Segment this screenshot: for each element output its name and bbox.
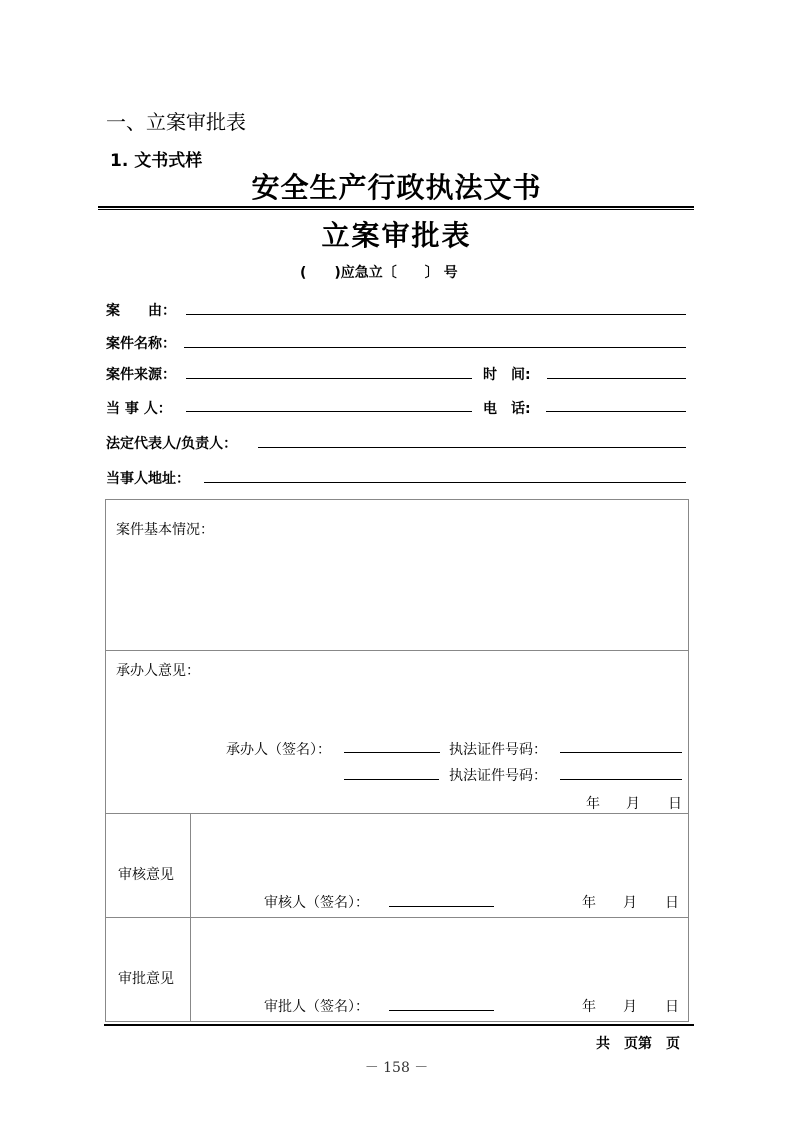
table-right-border — [688, 499, 689, 1021]
case-reason-label: 案 由： — [106, 303, 176, 319]
basic-info-label: 案件基本情况： — [116, 522, 214, 538]
review-date-month: 月 — [623, 895, 637, 911]
approval-opinion-area[interactable] — [192, 919, 686, 989]
table-row-divider — [105, 917, 688, 918]
review-date-year: 年 — [582, 895, 596, 911]
table-row-divider — [105, 813, 688, 814]
approval-date-month: 月 — [623, 999, 637, 1015]
form-title: 立案审批表 — [321, 219, 472, 252]
party-label: 当 事 人： — [106, 401, 172, 417]
approval-date-day: 日 — [665, 999, 679, 1015]
handler-sign-field-2[interactable] — [344, 779, 439, 780]
cert-no-field-1[interactable] — [560, 752, 682, 753]
party-field[interactable] — [186, 411, 472, 412]
case-source-label: 案件来源： — [106, 367, 176, 383]
table-bottom-border — [105, 1021, 689, 1022]
phone-label: 电 话: — [483, 401, 531, 417]
approver-sign-field[interactable] — [389, 1010, 494, 1011]
reviewer-sign-field[interactable] — [389, 906, 494, 907]
handler-sign-label: 承办人（签名）： — [226, 742, 331, 758]
time-field[interactable] — [547, 378, 686, 379]
cert-no-label-2: 执法证件号码： — [449, 768, 547, 784]
section-heading: 一、立案审批表 — [106, 110, 246, 134]
cert-no-field-2[interactable] — [560, 779, 682, 780]
cert-no-label-1: 执法证件号码： — [449, 742, 547, 758]
table-column-divider — [190, 813, 191, 1021]
footer-rule — [104, 1024, 694, 1026]
handler-date-month: 月 — [626, 796, 640, 812]
approval-date-year: 年 — [582, 999, 596, 1015]
basic-info-area[interactable] — [106, 540, 687, 648]
case-name-label: 案件名称： — [106, 336, 176, 352]
handler-opinion-label: 承办人意见： — [116, 663, 200, 679]
title-double-rule — [98, 206, 694, 210]
party-address-label: 当事人地址： — [106, 471, 190, 487]
time-label: 时 间: — [483, 367, 531, 383]
handler-date-day: 日 — [668, 796, 682, 812]
handler-sign-field-1[interactable] — [344, 752, 440, 753]
table-row-divider — [105, 650, 688, 651]
case-reason-field[interactable] — [186, 314, 686, 315]
case-name-field[interactable] — [184, 347, 686, 348]
subheading: 1. 文书式样 — [110, 151, 203, 171]
approval-opinion-label: 审批意见 — [118, 971, 174, 987]
legal-rep-field[interactable] — [258, 447, 686, 448]
document-number: ( )应急立〔 〕 号 — [300, 265, 458, 281]
approver-sign-label: 审批人（签名）： — [264, 999, 369, 1015]
table-top-border — [105, 499, 688, 500]
review-opinion-area[interactable] — [192, 815, 686, 885]
review-date-day: 日 — [665, 895, 679, 911]
handler-date-year: 年 — [586, 796, 600, 812]
legal-rep-label: 法定代表人/负责人： — [106, 436, 238, 452]
handler-opinion-area[interactable] — [106, 680, 687, 730]
page-count: 共 页第 页 — [596, 1036, 680, 1052]
party-address-field[interactable] — [204, 482, 686, 483]
reviewer-sign-label: 审核人（签名）： — [264, 895, 369, 911]
case-source-field[interactable] — [186, 378, 472, 379]
doc-title: 安全生产行政执法文书 — [251, 171, 542, 204]
page-number: － 158 － — [364, 1060, 429, 1076]
phone-field[interactable] — [546, 411, 686, 412]
review-opinion-label: 审核意见 — [118, 867, 174, 883]
